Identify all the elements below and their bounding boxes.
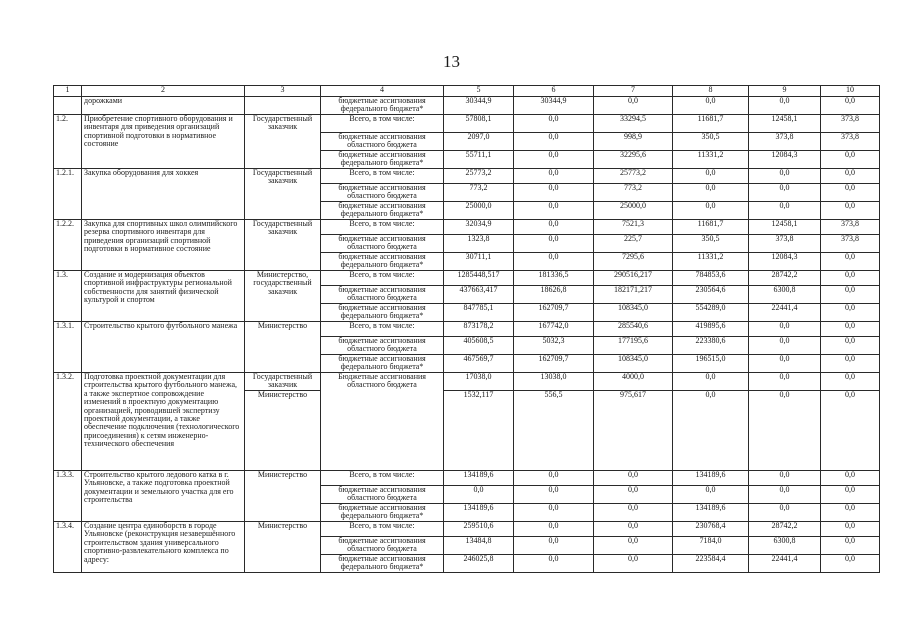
item-customer: Государственный заказчик bbox=[245, 115, 321, 169]
value-cell: 373,8 bbox=[821, 220, 880, 235]
value-cell: 223380,6 bbox=[673, 337, 749, 355]
value-cell: 285540,6 bbox=[594, 322, 673, 337]
value-cell: 0,0 bbox=[821, 286, 880, 304]
value-cell: 0,0 bbox=[514, 133, 594, 151]
value-cell: 350,5 bbox=[673, 133, 749, 151]
value-cell: 0,0 bbox=[514, 253, 594, 271]
value-cell: 11681,7 bbox=[673, 220, 749, 235]
funding-source: Всего, в том числе: bbox=[321, 115, 444, 133]
value-cell: 0,0 bbox=[594, 537, 673, 555]
header-cell: 8 bbox=[673, 86, 749, 97]
value-cell: 0,0 bbox=[821, 202, 880, 220]
value-cell: 0,0 bbox=[821, 537, 880, 555]
value-cell: 373,8 bbox=[821, 235, 880, 253]
value-cell: 0,0 bbox=[594, 504, 673, 522]
value-cell: 196515,0 bbox=[673, 355, 749, 373]
funding-source: бюджетные ассигнования федерального бюджета* bbox=[321, 151, 444, 169]
value-cell: 0,0 bbox=[514, 184, 594, 202]
funding-source: бюджетные ассигнования федерального бюджета* bbox=[321, 202, 444, 220]
table-row bbox=[54, 271, 880, 286]
value-cell: 373,8 bbox=[749, 235, 821, 253]
value-cell: 167742,0 bbox=[514, 322, 594, 337]
item-customer: Государственный заказчик bbox=[245, 169, 321, 220]
item-number: 1.3.2. bbox=[54, 373, 82, 471]
value-cell: 847785,1 bbox=[444, 304, 514, 322]
value-cell: 25773,2 bbox=[594, 169, 673, 184]
value-cell: 0,0 bbox=[514, 537, 594, 555]
value-cell: 30344,9 bbox=[514, 97, 594, 115]
value-cell: 1532,117 bbox=[444, 391, 514, 471]
item-name: Закупка оборудования для хоккея bbox=[82, 169, 245, 220]
funding-source: бюджетные ассигнования областного бюджета bbox=[321, 184, 444, 202]
value-cell: 0,0 bbox=[749, 471, 821, 486]
value-cell: 0,0 bbox=[821, 184, 880, 202]
value-cell: 134189,6 bbox=[444, 504, 514, 522]
value-cell: 30344,9 bbox=[444, 97, 514, 115]
value-cell: 246025,8 bbox=[444, 555, 514, 573]
value-cell: 11681,7 bbox=[673, 115, 749, 133]
value-cell: 230768,4 bbox=[673, 522, 749, 537]
funding-source: бюджетные ассигнования областного бюджета bbox=[321, 133, 444, 151]
funding-source: бюджетные ассигнования федерального бюджета* bbox=[321, 304, 444, 322]
value-cell: 4000,0 bbox=[594, 373, 673, 391]
value-cell: 0,0 bbox=[514, 202, 594, 220]
value-cell: 12084,3 bbox=[749, 253, 821, 271]
value-cell: 0,0 bbox=[821, 97, 880, 115]
value-cell: 0,0 bbox=[673, 169, 749, 184]
value-cell: 0,0 bbox=[594, 522, 673, 537]
value-cell: 6300,8 bbox=[749, 286, 821, 304]
item-number: 1.2.2. bbox=[54, 220, 82, 271]
value-cell: 0,0 bbox=[749, 97, 821, 115]
value-cell: 0,0 bbox=[821, 373, 880, 391]
value-cell: 784853,6 bbox=[673, 271, 749, 286]
value-cell: 33294,5 bbox=[594, 115, 673, 133]
value-cell: 25000,0 bbox=[594, 202, 673, 220]
header-cell: 4 bbox=[321, 86, 444, 97]
value-cell: 467569,7 bbox=[444, 355, 514, 373]
header-cell: 5 bbox=[444, 86, 514, 97]
value-cell: 12458,1 bbox=[749, 115, 821, 133]
value-cell: 0,0 bbox=[514, 471, 594, 486]
value-cell: 182171,217 bbox=[594, 286, 673, 304]
value-cell: 108345,0 bbox=[594, 355, 673, 373]
value-cell: 0,0 bbox=[821, 391, 880, 471]
table-row bbox=[54, 471, 880, 486]
value-cell: 0,0 bbox=[514, 555, 594, 573]
item-name: Подготовка проектной документации для строительства крытого футбольного манежа, а также экспертное сопровождение изменений в проектную документацию организацией, проводившей экспертизу проектной документации, а также обеспечение подключения (технологического присоединения) к сетям инженерно-технического обеспечения bbox=[82, 373, 245, 471]
header-cell: 3 bbox=[245, 86, 321, 97]
value-cell: 0,0 bbox=[821, 337, 880, 355]
value-cell: 5032,3 bbox=[514, 337, 594, 355]
item-number: 1.3. bbox=[54, 271, 82, 322]
value-cell: 108345,0 bbox=[594, 304, 673, 322]
value-cell: 437663,417 bbox=[444, 286, 514, 304]
value-cell: 373,8 bbox=[821, 133, 880, 151]
value-cell: 13484,8 bbox=[444, 537, 514, 555]
value-cell: 0,0 bbox=[821, 355, 880, 373]
header-row bbox=[54, 86, 880, 97]
value-cell: 12458,1 bbox=[749, 220, 821, 235]
header-cell: 10 bbox=[821, 86, 880, 97]
value-cell: 32034,9 bbox=[444, 220, 514, 235]
item-customer bbox=[245, 97, 321, 115]
item-customer: Министерство bbox=[245, 322, 321, 373]
value-cell: 134189,6 bbox=[673, 471, 749, 486]
value-cell: 0,0 bbox=[514, 169, 594, 184]
value-cell: 405608,5 bbox=[444, 337, 514, 355]
value-cell: 0,0 bbox=[514, 151, 594, 169]
item-name: Строительство крытого ледового катка в г. Ульяновске, а также подготовка проектной документации и земельного участка для его строительства bbox=[82, 471, 245, 522]
page-number: 13 bbox=[443, 52, 460, 71]
value-cell: 225,7 bbox=[594, 235, 673, 253]
funding-source: Всего, в том числе: bbox=[321, 522, 444, 537]
funding-source: Всего, в том числе: bbox=[321, 322, 444, 337]
table-row bbox=[54, 169, 880, 184]
item-number: 1.2. bbox=[54, 115, 82, 169]
value-cell: 773,2 bbox=[444, 184, 514, 202]
value-cell: 55711,1 bbox=[444, 151, 514, 169]
item-number bbox=[54, 97, 82, 115]
value-cell: 0,0 bbox=[821, 522, 880, 537]
funding-source: Всего, в том числе: bbox=[321, 271, 444, 286]
value-cell: 419895,6 bbox=[673, 322, 749, 337]
value-cell: 0,0 bbox=[514, 504, 594, 522]
value-cell: 162709,7 bbox=[514, 355, 594, 373]
value-cell: 0,0 bbox=[594, 97, 673, 115]
item-number: 1.3.3. bbox=[54, 471, 82, 522]
header-cell: 9 bbox=[749, 86, 821, 97]
item-customer: Министерство bbox=[245, 522, 321, 573]
header-cell: 7 bbox=[594, 86, 673, 97]
budget-table-wrapper bbox=[53, 85, 880, 573]
value-cell: 30711,1 bbox=[444, 253, 514, 271]
funding-source: бюджетные ассигнования федерального бюджета* bbox=[321, 97, 444, 115]
funding-source: бюджетные ассигнования федерального бюджета* bbox=[321, 504, 444, 522]
item-number: 1.3.1. bbox=[54, 322, 82, 373]
table-row bbox=[54, 522, 880, 537]
value-cell: 223584,4 bbox=[673, 555, 749, 573]
value-cell: 0,0 bbox=[821, 486, 880, 504]
value-cell: 975,617 bbox=[594, 391, 673, 471]
value-cell: 0,0 bbox=[514, 115, 594, 133]
item-name: дорожками bbox=[82, 97, 245, 115]
funding-source: бюджетные ассигнования федерального бюджета* bbox=[321, 355, 444, 373]
value-cell: 1323,8 bbox=[444, 235, 514, 253]
value-cell: 0,0 bbox=[514, 235, 594, 253]
header-cell: 2 bbox=[82, 86, 245, 97]
header-cell: 6 bbox=[514, 86, 594, 97]
item-name: Создание и модернизация объектов спортивной инфраструктуры региональной собственности для занятий физической культурой и спортом bbox=[82, 271, 245, 322]
value-cell: 873178,2 bbox=[444, 322, 514, 337]
value-cell: 0,0 bbox=[673, 97, 749, 115]
value-cell: 0,0 bbox=[594, 486, 673, 504]
item-customer: Государственный заказчик bbox=[245, 220, 321, 271]
value-cell: 11331,2 bbox=[673, 253, 749, 271]
value-cell: 28742,2 bbox=[749, 271, 821, 286]
value-cell: 7521,3 bbox=[594, 220, 673, 235]
value-cell: 18626,8 bbox=[514, 286, 594, 304]
value-cell: 0,0 bbox=[749, 373, 821, 391]
value-cell: 373,8 bbox=[821, 115, 880, 133]
value-cell: 11331,2 bbox=[673, 151, 749, 169]
value-cell: 134189,6 bbox=[444, 471, 514, 486]
value-cell: 0,0 bbox=[673, 486, 749, 504]
table-row bbox=[54, 373, 880, 391]
value-cell: 57808,1 bbox=[444, 115, 514, 133]
value-cell: 7295,6 bbox=[594, 253, 673, 271]
value-cell: 0,0 bbox=[673, 202, 749, 220]
value-cell: 0,0 bbox=[821, 322, 880, 337]
item-customer: Министерство bbox=[245, 471, 321, 522]
value-cell: 177195,6 bbox=[594, 337, 673, 355]
funding-source: бюджетные ассигнования областного бюджета bbox=[321, 537, 444, 555]
item-name: Приобретение спортивного оборудования и инвентаря для приведения организаций спортивной подготовки в нормативное состояние bbox=[82, 115, 245, 169]
value-cell: 0,0 bbox=[594, 555, 673, 573]
value-cell: 6300,8 bbox=[749, 537, 821, 555]
funding-source: Всего, в том числе: bbox=[321, 471, 444, 486]
value-cell: 134189,6 bbox=[673, 504, 749, 522]
value-cell: 0,0 bbox=[514, 522, 594, 537]
funding-source: бюджетные ассигнования областного бюджета bbox=[321, 286, 444, 304]
value-cell: 12084,3 bbox=[749, 151, 821, 169]
value-cell: 0,0 bbox=[821, 471, 880, 486]
value-cell: 230564,6 bbox=[673, 286, 749, 304]
value-cell: 0,0 bbox=[749, 355, 821, 373]
value-cell: 0,0 bbox=[821, 504, 880, 522]
value-cell: 0,0 bbox=[514, 220, 594, 235]
value-cell: 0,0 bbox=[821, 555, 880, 573]
table-row bbox=[54, 115, 880, 133]
value-cell: 0,0 bbox=[749, 391, 821, 471]
value-cell: 28742,2 bbox=[749, 522, 821, 537]
table-row bbox=[54, 322, 880, 337]
value-cell: 22441,4 bbox=[749, 304, 821, 322]
item-name: Строительство крытого футбольного манежа bbox=[82, 322, 245, 373]
item-number: 1.2.1. bbox=[54, 169, 82, 220]
funding-source: Бюджетные ассигнования областного бюджета bbox=[321, 373, 444, 471]
value-cell: 0,0 bbox=[514, 486, 594, 504]
value-cell: 556,5 bbox=[514, 391, 594, 471]
value-cell: 998,9 bbox=[594, 133, 673, 151]
value-cell: 0,0 bbox=[749, 202, 821, 220]
value-cell: 7184,0 bbox=[673, 537, 749, 555]
item-customer: Министерство bbox=[245, 391, 321, 471]
value-cell: 0,0 bbox=[749, 169, 821, 184]
value-cell: 554289,0 bbox=[673, 304, 749, 322]
value-cell: 0,0 bbox=[749, 486, 821, 504]
value-cell: 0,0 bbox=[821, 253, 880, 271]
value-cell: 0,0 bbox=[673, 373, 749, 391]
budget-table bbox=[53, 85, 880, 573]
item-name: Создание центра единоборств в городе Ульяновске (реконструкция незавершённого строительством здания универсального спортивно-развлекательного комплекса по адресу: bbox=[82, 522, 245, 573]
value-cell: 13038,0 bbox=[514, 373, 594, 391]
funding-source: бюджетные ассигнования федерального бюджета* bbox=[321, 253, 444, 271]
value-cell: 2097,0 bbox=[444, 133, 514, 151]
item-number: 1.3.4. bbox=[54, 522, 82, 573]
funding-source: бюджетные ассигнования областного бюджета bbox=[321, 337, 444, 355]
value-cell: 17038,0 bbox=[444, 373, 514, 391]
value-cell: 0,0 bbox=[821, 151, 880, 169]
value-cell: 0,0 bbox=[749, 322, 821, 337]
value-cell: 773,2 bbox=[594, 184, 673, 202]
funding-source: Всего, в том числе: bbox=[321, 220, 444, 235]
value-cell: 0,0 bbox=[821, 169, 880, 184]
item-customer: Государственный заказчик bbox=[245, 373, 321, 391]
funding-source: Всего, в том числе: bbox=[321, 169, 444, 184]
value-cell: 373,8 bbox=[749, 133, 821, 151]
value-cell: 0,0 bbox=[444, 486, 514, 504]
value-cell: 259510,6 bbox=[444, 522, 514, 537]
value-cell: 22441,4 bbox=[749, 555, 821, 573]
funding-source: бюджетные ассигнования федерального бюджета* bbox=[321, 555, 444, 573]
value-cell: 32295,6 bbox=[594, 151, 673, 169]
header-cell: 1 bbox=[54, 86, 82, 97]
value-cell: 0,0 bbox=[673, 184, 749, 202]
value-cell: 162709,7 bbox=[514, 304, 594, 322]
value-cell: 25000,0 bbox=[444, 202, 514, 220]
value-cell: 350,5 bbox=[673, 235, 749, 253]
value-cell: 0,0 bbox=[821, 304, 880, 322]
table-row bbox=[54, 220, 880, 235]
table-row bbox=[54, 97, 880, 115]
value-cell: 290516,217 bbox=[594, 271, 673, 286]
value-cell: 0,0 bbox=[673, 391, 749, 471]
value-cell: 0,0 bbox=[749, 504, 821, 522]
value-cell: 0,0 bbox=[821, 271, 880, 286]
funding-source: бюджетные ассигнования областного бюджета bbox=[321, 486, 444, 504]
value-cell: 0,0 bbox=[749, 184, 821, 202]
value-cell: 1285448,517 bbox=[444, 271, 514, 286]
funding-source: бюджетные ассигнования областного бюджета bbox=[321, 235, 444, 253]
value-cell: 0,0 bbox=[594, 471, 673, 486]
value-cell: 0,0 bbox=[749, 337, 821, 355]
item-customer: Министерство, государственный заказчик bbox=[245, 271, 321, 322]
value-cell: 25773,2 bbox=[444, 169, 514, 184]
value-cell: 181336,5 bbox=[514, 271, 594, 286]
item-name: Закупка для спортивных школ олимпийского резерва спортивного инвентаря для приведения организаций спортивной подготовки в нормативное состояние bbox=[82, 220, 245, 271]
